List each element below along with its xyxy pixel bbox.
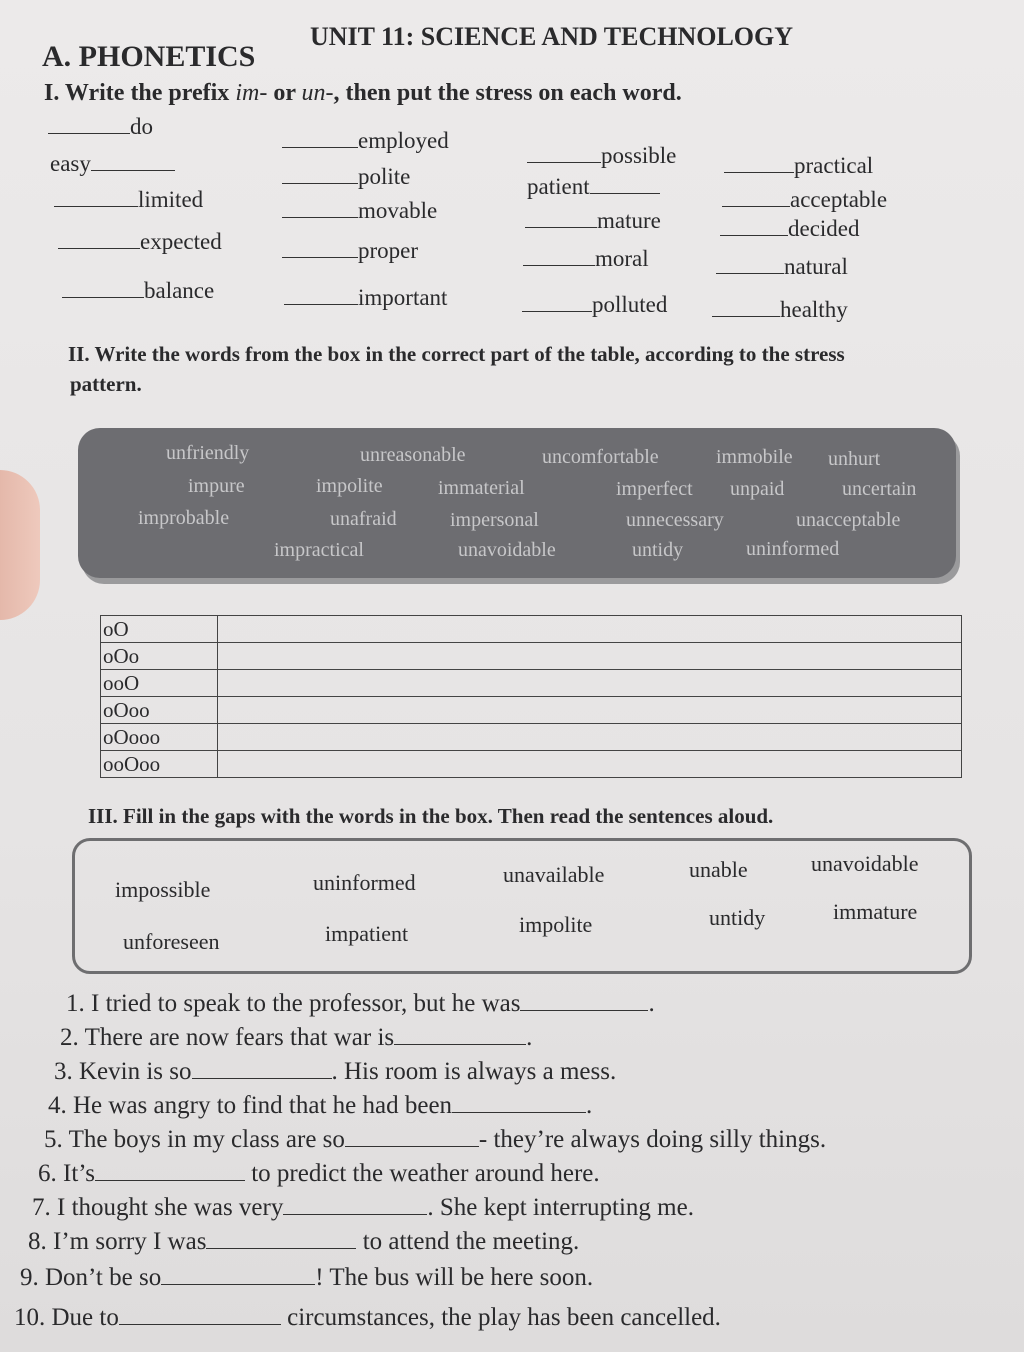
exercise2-instruction: II. Write the words from the box in the correct part of the table, according to the stress: [68, 342, 845, 366]
box-word: unhurt: [828, 448, 881, 470]
answer-cell[interactable]: [218, 724, 962, 751]
word-item: decided: [720, 216, 860, 242]
answer-cell[interactable]: [218, 643, 962, 670]
word-item: healthy: [712, 297, 848, 323]
exercise3-instruction: III. Fill in the gaps with the words in the box. Then read the sentences aloud.: [88, 804, 774, 828]
gap-blank[interactable]: [520, 1009, 648, 1011]
answer-blank[interactable]: [282, 216, 358, 218]
answer-blank[interactable]: [722, 205, 790, 207]
word-item: balance: [62, 278, 214, 304]
section-heading-phonetics: A. PHONETICS: [42, 40, 256, 73]
instruction-text-or: or: [267, 80, 302, 106]
box-word: uninformed: [746, 538, 840, 560]
box-word: untidy: [632, 539, 684, 561]
word-box-gaps: [72, 838, 972, 974]
sentence: 4. He was angry to find that he had been .: [48, 1092, 593, 1119]
answer-blank[interactable]: [282, 182, 358, 184]
sentence: 9. Don’t be so ! The bus will be here soon.: [20, 1264, 594, 1291]
pattern-cell: oOoo: [101, 697, 218, 724]
box-word: unavoidable: [811, 851, 919, 876]
box-word: unnecessary: [626, 509, 724, 531]
box-word: unpaid: [730, 478, 785, 500]
gap-blank[interactable]: [95, 1179, 245, 1181]
answer-blank[interactable]: [716, 272, 784, 274]
answer-blank[interactable]: [62, 296, 144, 298]
word-item: employed: [282, 128, 449, 154]
gap-blank[interactable]: [283, 1213, 427, 1215]
table-row: [101, 697, 962, 724]
word-item: easy: [50, 151, 175, 177]
word-item: expected: [58, 229, 222, 255]
sentence: 7. I thought she was very . She kept interrupting me.: [32, 1194, 694, 1221]
pattern-cell: oOo: [101, 643, 218, 670]
sentence: 1. I tried to speak to the professor, but he was .: [66, 990, 655, 1017]
stress-pattern-table: [100, 615, 962, 778]
answer-blank[interactable]: [54, 205, 138, 207]
box-word: unfriendly: [166, 442, 250, 464]
word-item: movable: [282, 198, 437, 224]
answer-blank[interactable]: [720, 234, 788, 236]
word-item: polite: [282, 164, 410, 190]
word-item: important: [284, 285, 447, 311]
word-item: do: [48, 114, 153, 140]
sentence: 2. There are now fears that war is .: [60, 1024, 533, 1051]
table-row: [101, 724, 962, 751]
word-item: mature: [525, 208, 661, 234]
box-word: impolite: [519, 912, 593, 937]
word-item: polluted: [522, 292, 667, 318]
exercise1-instruction: [44, 80, 682, 107]
answer-cell[interactable]: [218, 670, 962, 697]
answer-blank[interactable]: [527, 161, 601, 163]
instruction-text-start: I. Write the prefix: [44, 80, 236, 106]
word-item: natural: [716, 254, 848, 280]
answer-blank[interactable]: [525, 226, 597, 228]
box-word: imperfect: [616, 478, 693, 500]
answer-blank[interactable]: [724, 171, 794, 173]
box-word: uncomfortable: [542, 446, 659, 468]
word-item: patient: [527, 174, 660, 200]
box-word: improbable: [138, 507, 230, 529]
table-row: [101, 643, 962, 670]
sentence: 5. The boys in my class are so - they’re always doing silly things.: [44, 1126, 827, 1153]
answer-blank[interactable]: [91, 169, 175, 171]
finger-photo-edge: [0, 470, 40, 620]
box-word: impolite: [316, 475, 383, 497]
gap-blank[interactable]: [161, 1283, 315, 1285]
table-row: [101, 751, 962, 778]
answer-blank[interactable]: [282, 146, 358, 148]
word-item: moral: [523, 246, 649, 272]
box-word: impersonal: [450, 509, 539, 531]
answer-blank[interactable]: [284, 303, 358, 305]
prefix-im: im-: [235, 80, 268, 106]
answer-blank[interactable]: [590, 192, 660, 194]
word-item: acceptable: [722, 187, 887, 213]
sentence: 10. Due to circumstances, the play has been cancelled.: [14, 1304, 721, 1331]
box-word: impatient: [325, 921, 409, 946]
word-box-stress: [78, 428, 956, 578]
box-word: unable: [689, 857, 748, 882]
word-item: limited: [54, 187, 203, 213]
box-word: immaterial: [438, 477, 525, 499]
exercise2-instruction-line2: pattern.: [70, 372, 142, 396]
box-word: unacceptable: [796, 509, 901, 531]
box-word: unforeseen: [123, 929, 220, 954]
box-word: unafraid: [330, 508, 397, 530]
box-word: immature: [833, 899, 918, 924]
answer-cell[interactable]: [218, 616, 962, 643]
sentence: 8. I’m sorry I was to attend the meeting.: [28, 1228, 580, 1255]
pattern-cell: ooOoo: [101, 751, 218, 778]
box-word: immobile: [716, 446, 793, 468]
box-word: unreasonable: [360, 444, 466, 466]
word-item: practical: [724, 153, 873, 179]
answer-blank[interactable]: [522, 310, 592, 312]
instruction-text-end: , then put the stress on each word.: [333, 80, 682, 106]
box-word: untidy: [709, 905, 766, 930]
answer-blank[interactable]: [712, 315, 780, 317]
answer-blank[interactable]: [48, 132, 130, 134]
sentence: 6. It’s to predict the weather around here.: [38, 1160, 600, 1187]
box-word: uninformed: [313, 870, 416, 895]
sentence: 3. Kevin is so . His room is always a mess.: [54, 1058, 617, 1085]
box-word: uncertain: [842, 478, 917, 500]
pattern-cell: oO: [101, 616, 218, 643]
answer-blank[interactable]: [58, 247, 140, 249]
answer-cell[interactable]: [218, 751, 962, 778]
box-word: impure: [188, 475, 245, 497]
unit-title: UNIT 11: SCIENCE AND TECHNOLOGY: [310, 22, 794, 51]
box-word: unavailable: [503, 862, 605, 887]
gap-blank[interactable]: [394, 1043, 526, 1045]
box-word: unavoidable: [458, 539, 556, 561]
box-word: impossible: [115, 877, 211, 902]
word-item: possible: [527, 143, 676, 169]
gap-blank[interactable]: [206, 1247, 356, 1249]
prefix-un: un-: [301, 80, 334, 106]
gap-blank[interactable]: [452, 1111, 586, 1113]
gap-blank[interactable]: [119, 1323, 281, 1325]
answer-blank[interactable]: [282, 256, 358, 258]
pattern-cell: oOooo: [101, 724, 218, 751]
pattern-cell: ooO: [101, 670, 218, 697]
table-row: [101, 616, 962, 643]
gap-blank[interactable]: [192, 1077, 332, 1079]
answer-cell[interactable]: [218, 697, 962, 724]
gap-blank[interactable]: [345, 1145, 479, 1147]
box-word: impractical: [274, 539, 364, 561]
answer-blank[interactable]: [523, 264, 595, 266]
table-row: [101, 670, 962, 697]
word-item: proper: [282, 238, 418, 264]
